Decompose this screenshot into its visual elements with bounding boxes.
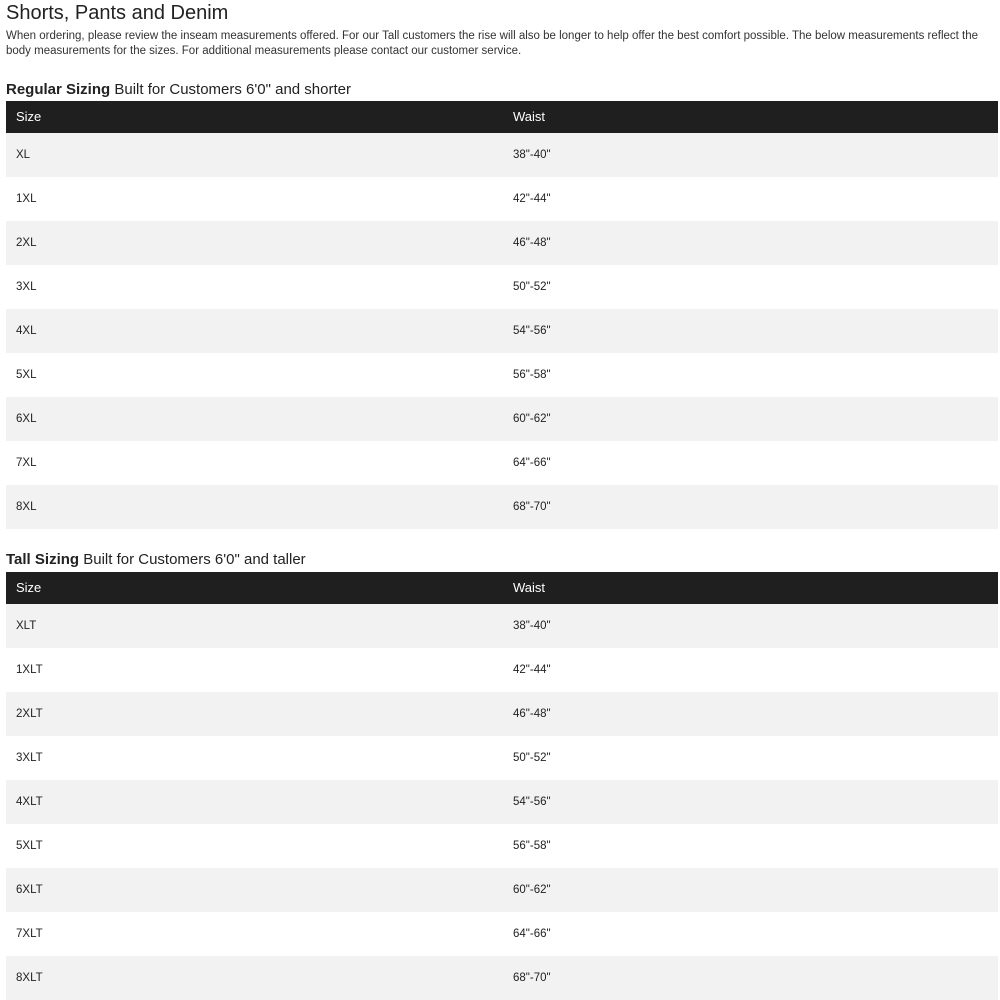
size-cell: 1XL (6, 177, 503, 221)
tall-sizing-heading-bold: Tall Sizing (6, 551, 80, 568)
table-row (6, 780, 998, 824)
waist-cell: 64"-66" (503, 912, 998, 956)
column-header-waist: Waist (503, 572, 998, 603)
waist-cell: 50"-52" (503, 265, 998, 309)
table-row (6, 692, 998, 736)
tall-sizing-table (6, 572, 998, 1000)
waist-cell: 42"-44" (503, 648, 998, 692)
size-cell: 7XL (6, 441, 503, 485)
waist-cell: 42"-44" (503, 177, 998, 221)
table-row (6, 648, 998, 692)
regular-sizing-heading-bold: Regular Sizing (6, 81, 111, 98)
page-title: Shorts, Pants and Denim (6, 2, 229, 24)
table-header-row (6, 101, 998, 132)
waist-cell: 38"-40" (503, 132, 998, 177)
size-cell: 2XLT (6, 692, 503, 736)
size-cell: 4XL (6, 309, 503, 353)
size-cell: 6XLT (6, 868, 503, 912)
waist-cell: 64"-66" (503, 441, 998, 485)
size-cell: 7XLT (6, 912, 503, 956)
table-header-row (6, 572, 998, 603)
tall-sizing-heading (6, 551, 306, 569)
size-cell: 3XLT (6, 736, 503, 780)
table-row (6, 868, 998, 912)
waist-cell: 56"-58" (503, 824, 998, 868)
size-cell: 5XL (6, 353, 503, 397)
waist-cell: 68"-70" (503, 956, 998, 1000)
table-row (6, 912, 998, 956)
size-cell: 6XL (6, 397, 503, 441)
size-cell: 2XL (6, 221, 503, 265)
regular-sizing-table (6, 101, 998, 529)
table-row (6, 353, 998, 397)
size-cell: XL (6, 132, 503, 177)
waist-cell: 46"-48" (503, 692, 998, 736)
waist-cell: 60"-62" (503, 868, 998, 912)
regular-sizing-heading-subtitle: Built for Customers 6'0" and shorter (110, 81, 351, 98)
table-row (6, 309, 998, 353)
column-header-size: Size (6, 572, 503, 603)
table-row (6, 441, 998, 485)
table-row (6, 485, 998, 529)
intro-text: When ordering, please review the inseam measurements offered. For our Tall customers the rise will also be longer to help offer the best comfort possible. The below measurements reflect the body measurements for the sizes. For additional measurements please contact our customer service. (6, 30, 979, 57)
table-row (6, 397, 998, 441)
size-cell: XLT (6, 603, 503, 648)
size-cell: 1XLT (6, 648, 503, 692)
size-cell: 8XLT (6, 956, 503, 1000)
table-row (6, 177, 998, 221)
table-row (6, 221, 998, 265)
table-row (6, 603, 998, 648)
table-row (6, 132, 998, 177)
table-row (6, 824, 998, 868)
waist-cell: 54"-56" (503, 309, 998, 353)
size-cell: 4XLT (6, 780, 503, 824)
table-row (6, 956, 998, 1000)
waist-cell: 54"-56" (503, 780, 998, 824)
waist-cell: 38"-40" (503, 603, 998, 648)
waist-cell: 50"-52" (503, 736, 998, 780)
table-row (6, 265, 998, 309)
waist-cell: 56"-58" (503, 353, 998, 397)
tall-sizing-heading-subtitle: Built for Customers 6'0" and taller (79, 551, 306, 568)
column-header-size: Size (6, 101, 503, 132)
size-cell: 5XLT (6, 824, 503, 868)
size-cell: 8XL (6, 485, 503, 529)
waist-cell: 46"-48" (503, 221, 998, 265)
size-cell: 3XL (6, 265, 503, 309)
waist-cell: 60"-62" (503, 397, 998, 441)
column-header-waist: Waist (503, 101, 998, 132)
table-row (6, 736, 998, 780)
waist-cell: 68"-70" (503, 485, 998, 529)
regular-sizing-heading (6, 81, 351, 99)
